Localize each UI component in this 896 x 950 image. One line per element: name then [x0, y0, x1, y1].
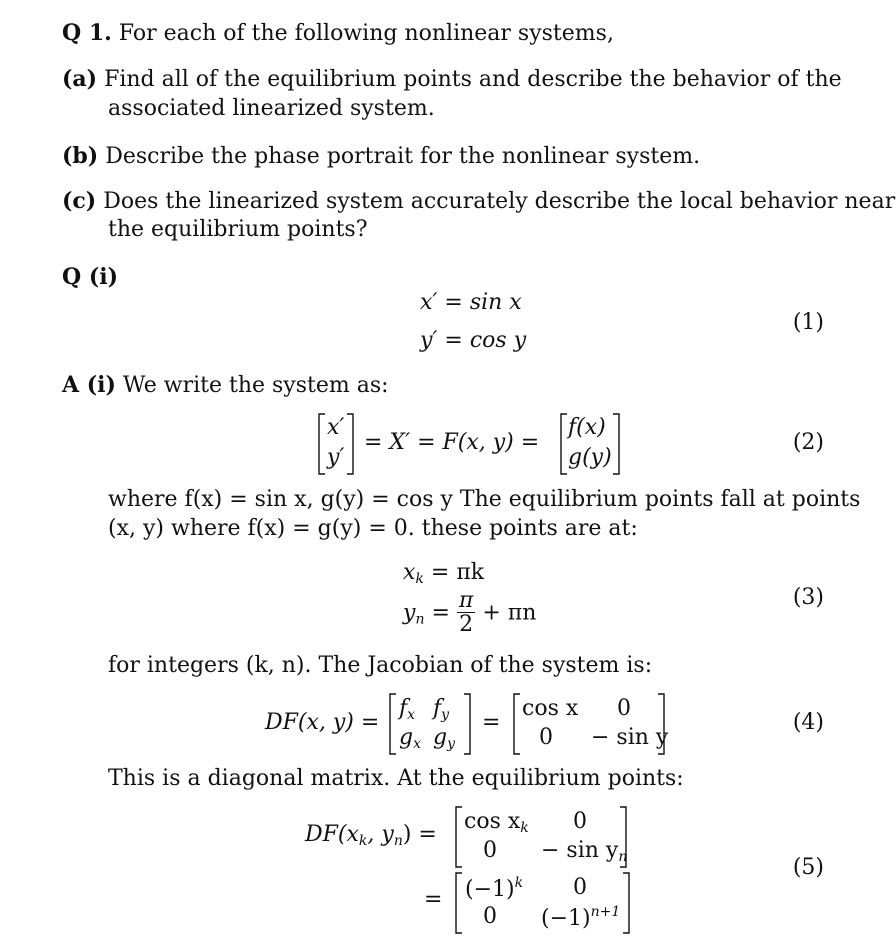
equation-number-5: (5) — [792, 855, 824, 880]
eq5-a22: − $\sin y_n$ — [541, 838, 628, 865]
eq3-fraction — [457, 590, 475, 637]
eq5-a21: 0 — [483, 838, 497, 863]
question-intro: For each of the following nonlinear systems, — [118, 21, 614, 46]
question-header — [62, 20, 614, 46]
part-a-label: (a) — [62, 66, 98, 92]
answer-header — [62, 372, 389, 398]
eq3-xk-sub: k — [415, 571, 424, 587]
eq5-b21: 0 — [483, 904, 497, 929]
eq3-frac-den: 2 — [459, 612, 474, 637]
eq5-b22: $(-1)^{n+1}$ — [541, 904, 621, 931]
eq3-xk-var: x — [403, 560, 416, 585]
eq4-c21: 0 — [539, 725, 553, 750]
eq4-fx: $f_x$ — [399, 696, 416, 723]
eq4-partials-matrix — [389, 693, 471, 755]
eq3-xk — [403, 560, 484, 587]
eq4-lhs: DF(x, y) = — [265, 710, 380, 735]
where-line1: where f(x) = sin x, g(y) = cos y The equilibrium points fall at points — [108, 487, 861, 512]
answer-intro: We write the system as: — [122, 373, 389, 398]
diagonal-text: This is a diagonal matrix. At the equilibrium points: — [108, 766, 684, 791]
eq2-lhs-vector — [318, 413, 354, 475]
part-a-line1: Find all of the equilibrium points and describe the behavior of the — [104, 67, 842, 92]
eq4-c11: cos x — [522, 696, 579, 721]
eq5-a12: 0 — [573, 809, 587, 834]
eq5-b11: $(-1)^k$ — [465, 875, 524, 902]
eq5-lhs: $DF(x_k$, $y_n$) = — [305, 822, 437, 849]
eq5-b12: 0 — [573, 875, 587, 900]
part-b — [62, 143, 700, 169]
eq3-frac-num: π — [458, 588, 474, 613]
part-a-line2: associated linearized system. — [108, 96, 435, 121]
eq2-rhs-bot: g(y) — [568, 445, 612, 470]
eq2-rhs-vector — [560, 413, 620, 475]
eq4-jacobian-matrix — [513, 693, 669, 755]
eq3-yn-var: y — [403, 600, 416, 626]
part-c-line1: Does the linearized system accurately describe the local behavior near — [103, 189, 896, 214]
answer-label: A (i) — [62, 372, 116, 398]
question-label: Q 1. — [62, 20, 112, 46]
equation-number-3: (3) — [792, 585, 824, 610]
equation-number-2: (2) — [792, 430, 824, 455]
eq2-rhs-top: f(x) — [568, 415, 606, 440]
equation-number-4: (4) — [792, 710, 824, 735]
part-c — [62, 188, 895, 214]
eq2-vec-top: x′ — [327, 415, 345, 440]
system-line1: x′ = sin x — [420, 290, 522, 315]
eq5-equals: = — [424, 887, 443, 912]
qi-label: Q (i) — [62, 264, 118, 290]
part-b-label: (b) — [62, 143, 99, 169]
eq4-c12: 0 — [617, 696, 631, 721]
eq2-middle: = X′ = F(x, y) = — [364, 430, 540, 455]
part-b-text: Describe the phase portrait for the nonlinear system. — [105, 144, 701, 169]
where-line2: (x, y) where f(x) = g(y) = 0. these points are at: — [108, 516, 638, 541]
part-c-label: (c) — [62, 188, 97, 214]
eq4-fy: $f_y$ — [433, 696, 450, 723]
eq3-yn: $y_n$ = $\frac{\pi}{2}$ + πn — [403, 588, 537, 637]
part-c-line2: the equilibrium points? — [108, 217, 368, 242]
eq4-gx: $g_x$ — [399, 725, 421, 752]
eq5-a11: $\cos x_k$ — [464, 809, 529, 836]
part-a — [62, 66, 842, 92]
for-integers: for integers (k, n). The Jacobian of the system is: — [108, 653, 653, 678]
eq4-gy: $g_y$ — [433, 725, 456, 752]
eq3-yn-rest: + πn — [482, 600, 537, 626]
eq3-yn-sub: n — [415, 611, 425, 628]
eq4-equals: = — [482, 710, 501, 735]
eq4-c22: − sin y — [591, 725, 669, 750]
eq2-vec-bot: y′ — [327, 445, 345, 470]
eq3-xk-rhs: = πk — [430, 560, 485, 585]
equation-number-1: (1) — [792, 310, 824, 335]
system-line2: y′ = cos y — [420, 328, 527, 353]
eq5-matrix-1 — [455, 806, 627, 868]
eq5-matrix-2 — [455, 872, 630, 934]
